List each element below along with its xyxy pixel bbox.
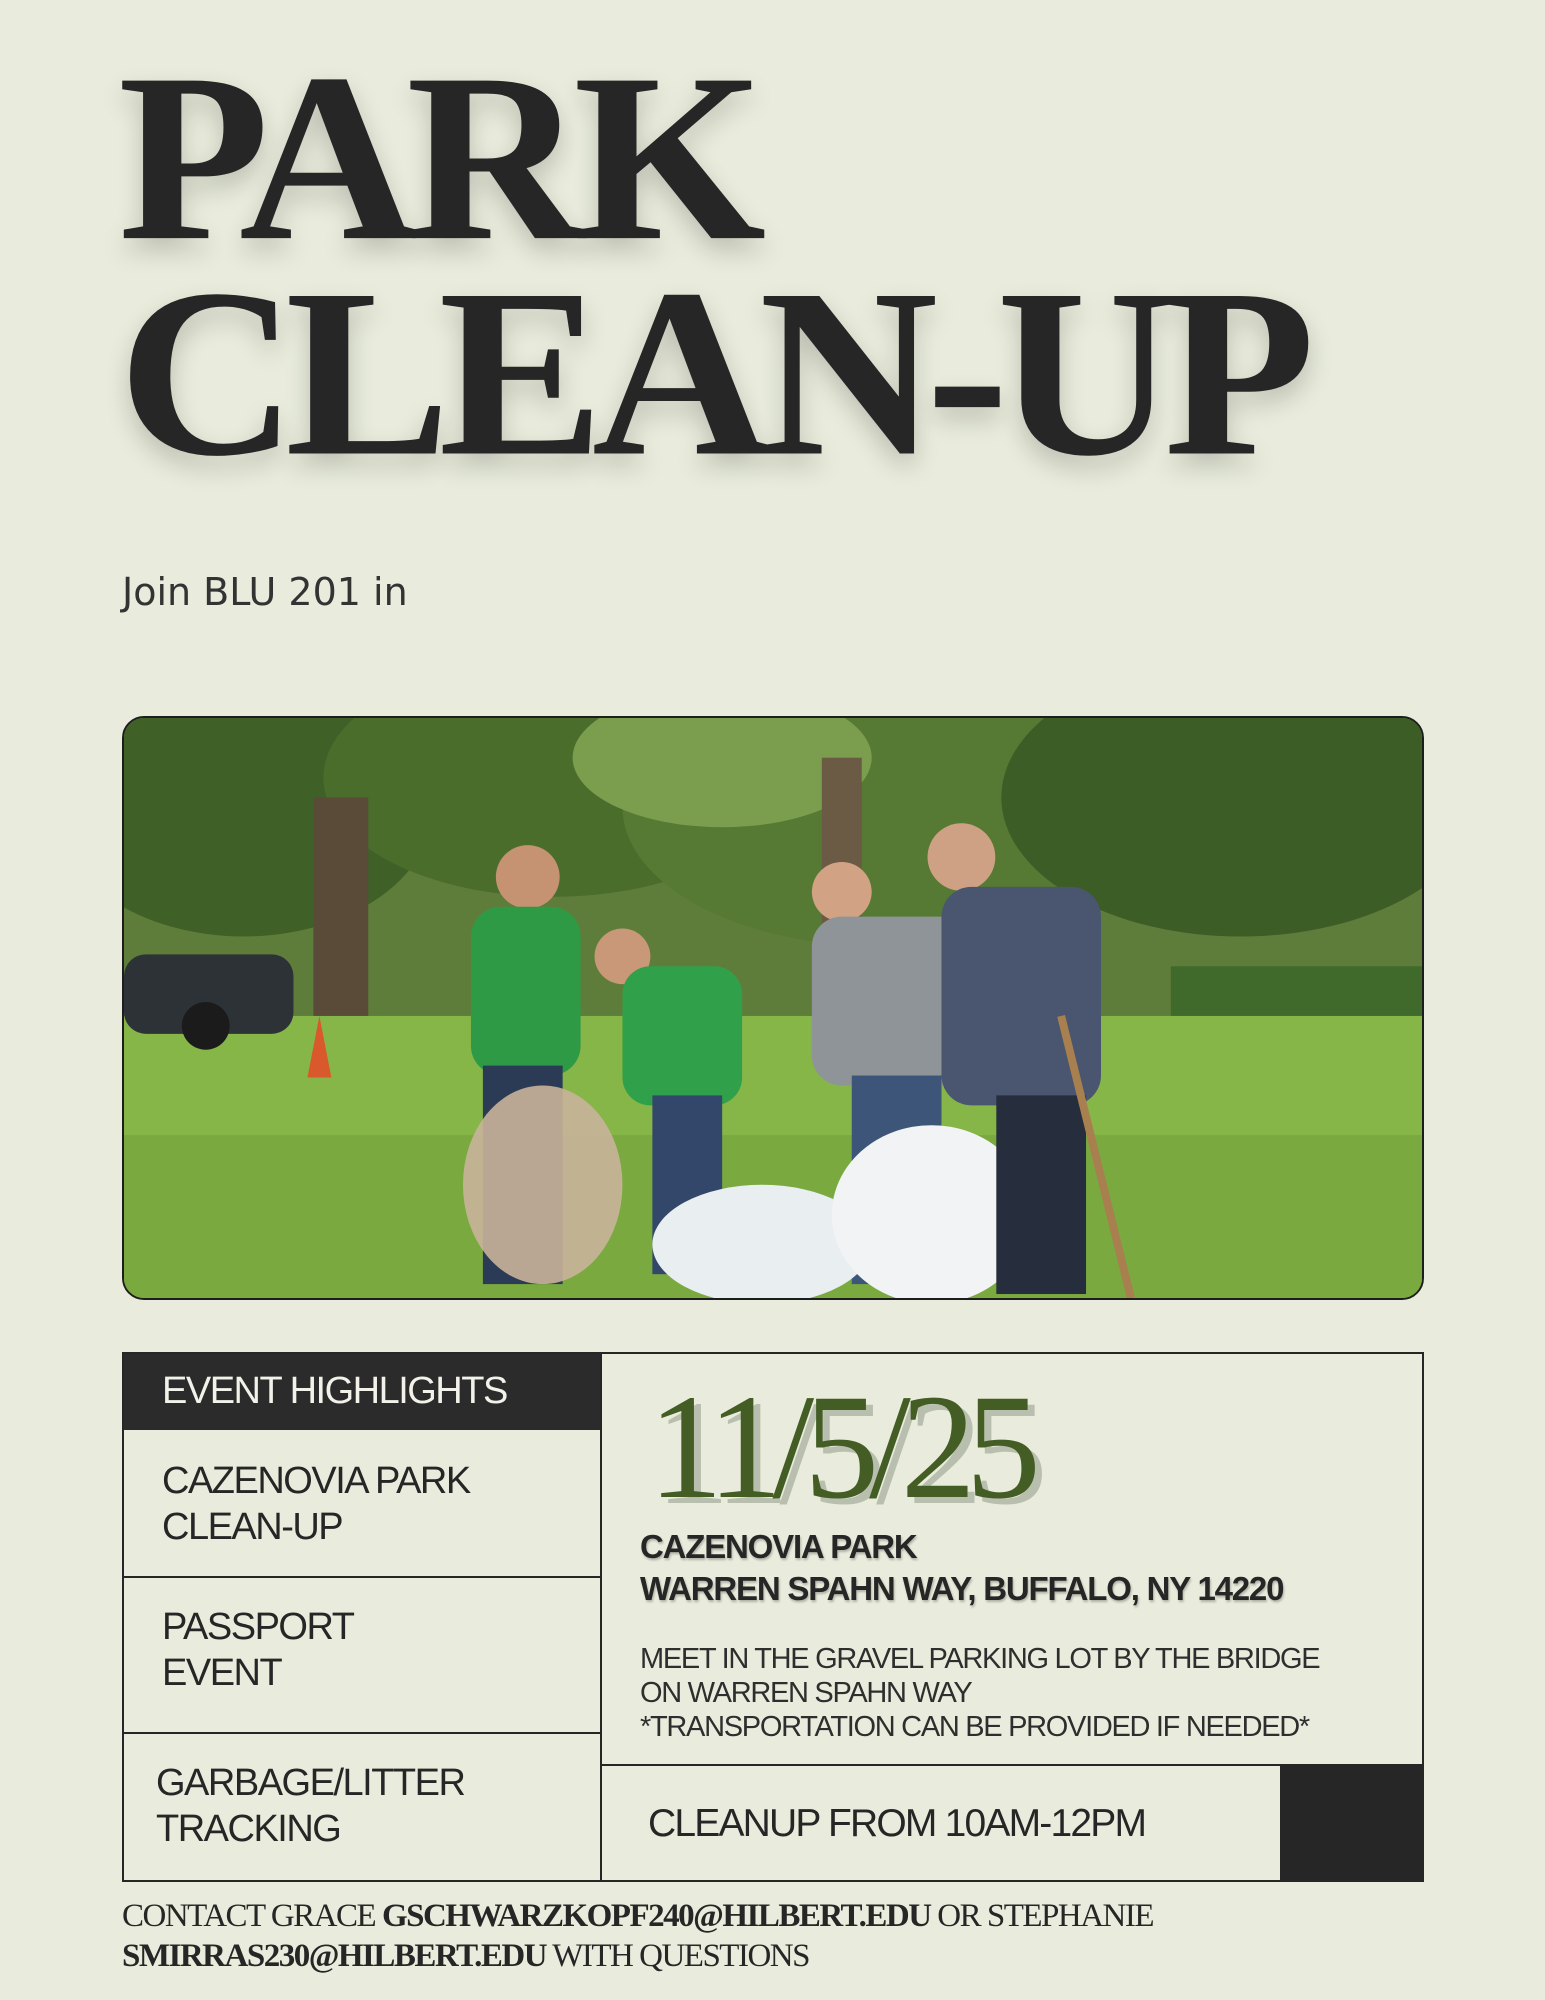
highlights-column <box>124 1354 602 1880</box>
divider <box>124 1732 600 1734</box>
highlight-item <box>124 1604 600 1696</box>
event-highlights-grid <box>122 1352 1424 1882</box>
divider <box>124 1576 600 1578</box>
volunteers-photo-illustration <box>124 718 1422 1298</box>
contact-email-grace[interactable]: GSCHWARZKOPF240@HILBERT.EDU <box>381 1898 931 1934</box>
event-time: CLEANUP FROM 10AM-12PM <box>648 1802 1146 1845</box>
event-date: 11/5/25 <box>648 1364 1031 1530</box>
highlights-header: EVENT HIGHLIGHTS <box>124 1354 600 1430</box>
subtitle: Join BLU 201 in <box>122 570 408 614</box>
contact-suffix: WITH QUESTIONS <box>546 1938 809 1974</box>
location-address: WARREN SPAHN WAY, BUFFALO, NY 14220 <box>640 1570 1284 1607</box>
contact-middle: OR STEPHANIE <box>930 1898 1154 1934</box>
meeting-instructions <box>640 1642 1319 1744</box>
highlight-item-line: EVENT <box>162 1652 282 1694</box>
title-line-1: PARK <box>118 23 755 291</box>
location-name: CAZENOVIA PARK <box>640 1528 917 1565</box>
highlight-item-line: GARBAGE/LITTER <box>156 1762 465 1804</box>
highlight-item <box>124 1760 600 1852</box>
event-details-column <box>602 1354 1424 1880</box>
highlight-item-line: TRACKING <box>156 1808 341 1850</box>
contact-info <box>122 1896 1422 1976</box>
event-time-row <box>602 1764 1424 1882</box>
page-title <box>118 23 1304 506</box>
highlight-item <box>124 1458 600 1550</box>
highlight-item-line: CLEAN-UP <box>162 1506 343 1548</box>
meeting-line: MEET IN THE GRAVEL PARKING LOT BY THE BRIDGE <box>640 1643 1320 1675</box>
volunteers-photo <box>122 716 1424 1300</box>
event-location <box>640 1526 1283 1610</box>
contact-prefix: CONTACT GRACE <box>122 1898 382 1934</box>
title-line-2: CLEAN-UP <box>118 239 1304 506</box>
contact-email-stephanie[interactable]: SMIRRAS230@HILBERT.EDU <box>122 1938 547 1974</box>
highlight-item-line: CAZENOVIA PARK <box>162 1460 470 1502</box>
transportation-note: *TRANSPORTATION CAN BE PROVIDED IF NEEDED* <box>640 1711 1309 1743</box>
decorative-block <box>1280 1766 1424 1882</box>
highlight-item-line: PASSPORT <box>162 1606 354 1648</box>
meeting-line: ON WARREN SPAHN WAY <box>640 1677 972 1709</box>
